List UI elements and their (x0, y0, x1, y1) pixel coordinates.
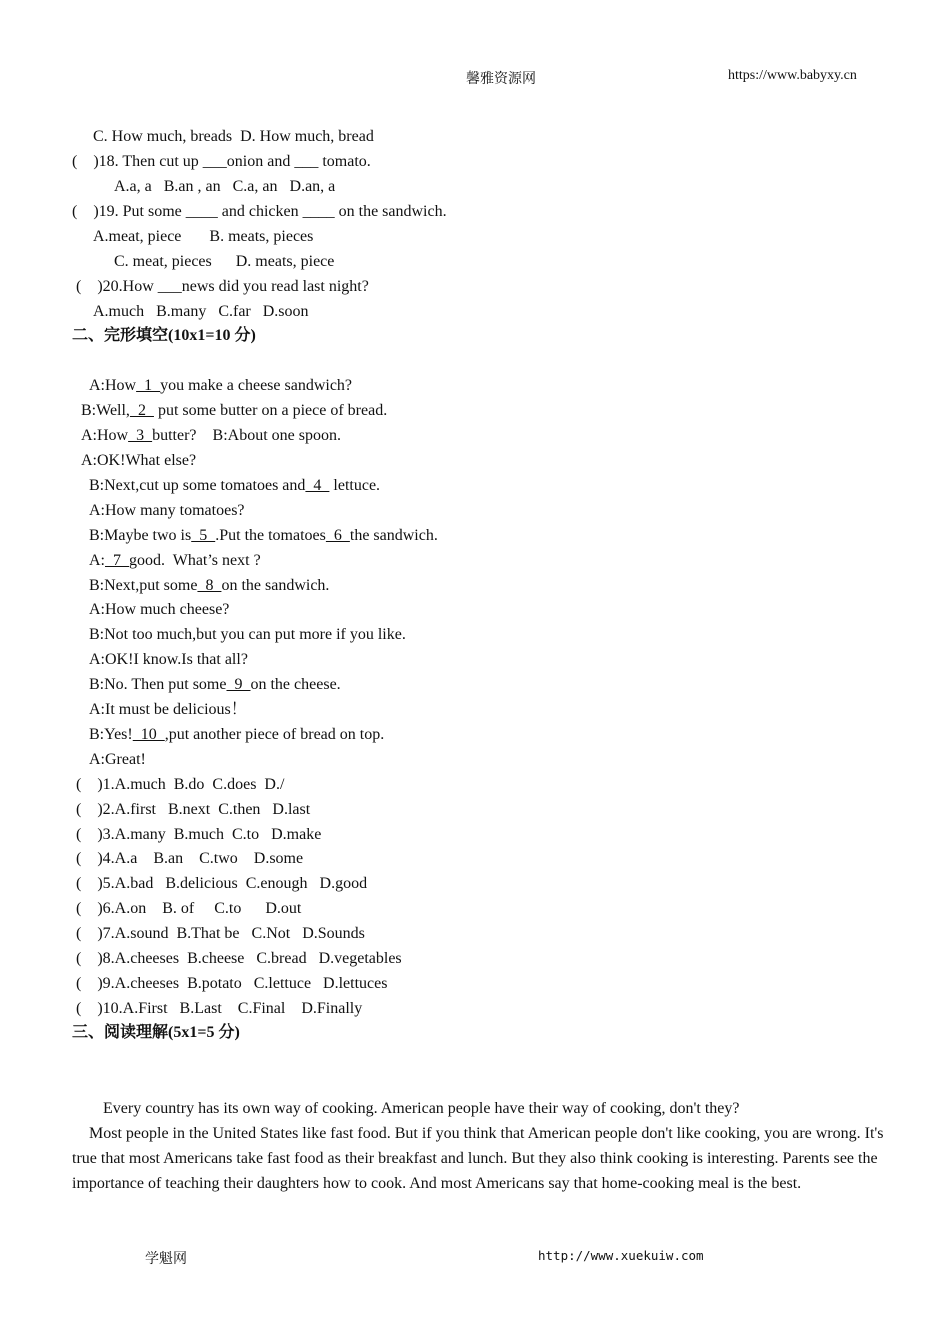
dialog-text: B:Next,cut up some tomatoes and (89, 477, 306, 494)
question-19: ( )19. Put some ____ and chicken ____ on the sandwich. (72, 203, 447, 220)
dialog-text: B:Next,put some (89, 577, 198, 594)
footer-url[interactable]: http://www.xuekuiw.com (538, 1248, 704, 1263)
blank-5: 5 (191, 527, 216, 544)
dialog-line-7 (89, 526, 438, 546)
dialog-line-13 (89, 675, 341, 695)
dialog-line-4: A:OK!What else? (81, 452, 197, 469)
dialog-line-2 (81, 401, 387, 421)
question-18: ( )18. Then cut up ___onion and ___ tomato. (72, 153, 371, 170)
dialog-text: on the cheese. (250, 676, 341, 693)
dialog-text: A:How (89, 377, 137, 394)
dialog-text: butter? B:About one spoon. (152, 427, 341, 444)
blank-2: 2 (129, 402, 154, 419)
cloze-choice-5: ( )5.A.bad B.delicious C.enough D.good (76, 875, 368, 892)
cloze-choice-3: ( )3.A.many B.much C.to D.make (76, 826, 322, 843)
dialog-text: B:Well, (81, 402, 130, 419)
blank-10: 10 (132, 726, 165, 743)
dialog-text: A: (89, 552, 105, 569)
section3-title: 三、阅读理解(5x1=5 分) (72, 1024, 240, 1041)
dialog-line-15 (89, 725, 384, 745)
dialog-line-14: A:It must be delicious！ (89, 701, 247, 718)
cloze-choice-2: ( )2.A.first B.next C.then D.last (76, 801, 311, 818)
dialog-text: ,put another piece of bread on top. (164, 726, 385, 743)
blank-9: 9 (226, 676, 251, 693)
dialog-text: on the sandwich. (221, 577, 330, 594)
cloze-choice-10: ( )10.A.First B.Last C.Final D.Finally (76, 1000, 363, 1017)
blank-8: 8 (197, 577, 222, 594)
dialog-line-3 (81, 426, 341, 446)
blank-1: 1 (136, 377, 161, 394)
dialog-line-6: A:How many tomatoes? (89, 502, 245, 519)
dialog-text: the sandwich. (349, 527, 438, 544)
cloze-choice-8: ( )8.A.cheeses B.cheese C.bread D.vegetables (76, 950, 402, 967)
dialog-text: good. What’s next ? (129, 552, 261, 569)
cloze-choice-7: ( )7.A.sound B.That be C.Not D.Sounds (76, 925, 365, 942)
blank-6: 6 (325, 527, 350, 544)
question-20: ( )20.How ___news did you read last night? (76, 278, 369, 295)
cloze-choice-6: ( )6.A.on B. of C.to D.out (76, 900, 302, 917)
dialog-text: B:Maybe two is (89, 527, 192, 544)
q18-options: A.a, a B.an , an C.a, an D.an, a (114, 178, 336, 195)
dialog-text: put some butter on a piece of bread. (153, 402, 388, 419)
cloze-choice-1: ( )1.A.much B.do C.does D./ (76, 776, 285, 793)
dialog-line-1 (89, 376, 352, 396)
blank-4: 4 (305, 477, 330, 494)
dialog-text: A:How (81, 427, 129, 444)
passage-paragraph-1: Every country has its own way of cooking. American people have their way of cooking, don't they? (103, 1100, 740, 1117)
dialog-text: B:Yes! (89, 726, 133, 743)
dialog-text: B:No. Then put some (89, 676, 227, 693)
dialog-line-9 (89, 576, 329, 596)
q20-options: A.much B.many C.far D.soon (93, 303, 309, 320)
dialog-text: .Put the tomatoes (215, 527, 326, 544)
q19-options-cd: C. meat, pieces D. meats, piece (114, 253, 335, 270)
cloze-choice-9: ( )9.A.cheeses B.potato C.lettuce D.lettuces (76, 975, 388, 992)
dialog-line-8 (89, 551, 261, 571)
passage-paragraph-2: Most people in the United States like fast food. But if you think that American people don't like cooking, you are wrong. It's true that most Americans take fast food as their breakfast and lunch. But they also think cooking is interesting. Parents see the importance of teaching their daughters how to cook. And most Americans say that home-cooking meal is the best. (72, 1125, 884, 1192)
dialog-text: lettuce. (329, 477, 381, 494)
dialog-line-5 (89, 476, 380, 496)
dialog-line-11: B:Not too much,but you can put more if you like. (89, 626, 406, 643)
blank-3: 3 (128, 427, 153, 444)
dialog-line-16: A:Great! (89, 751, 146, 768)
reading-passage (72, 1096, 892, 1196)
dialog-text: you make a cheese sandwich? (160, 377, 353, 394)
q17-options-cd: C. How much, breads D. How much, bread (93, 128, 374, 145)
dialog-line-12: A:OK!I know.Is that all? (89, 651, 248, 668)
header-site-name: 馨雅资源网 (466, 72, 536, 87)
footer-site-name: 学魁网 (145, 1252, 187, 1267)
dialog-line-10: A:How much cheese? (89, 601, 230, 618)
header-url[interactable]: https://www.babyxy.cn (728, 68, 857, 83)
q19-options-ab: A.meat, piece B. meats, pieces (93, 228, 314, 245)
blank-7: 7 (105, 552, 129, 569)
section2-title: 二、完形填空(10x1=10 分) (72, 327, 256, 344)
cloze-choice-4: ( )4.A.a B.an C.two D.some (76, 850, 304, 867)
